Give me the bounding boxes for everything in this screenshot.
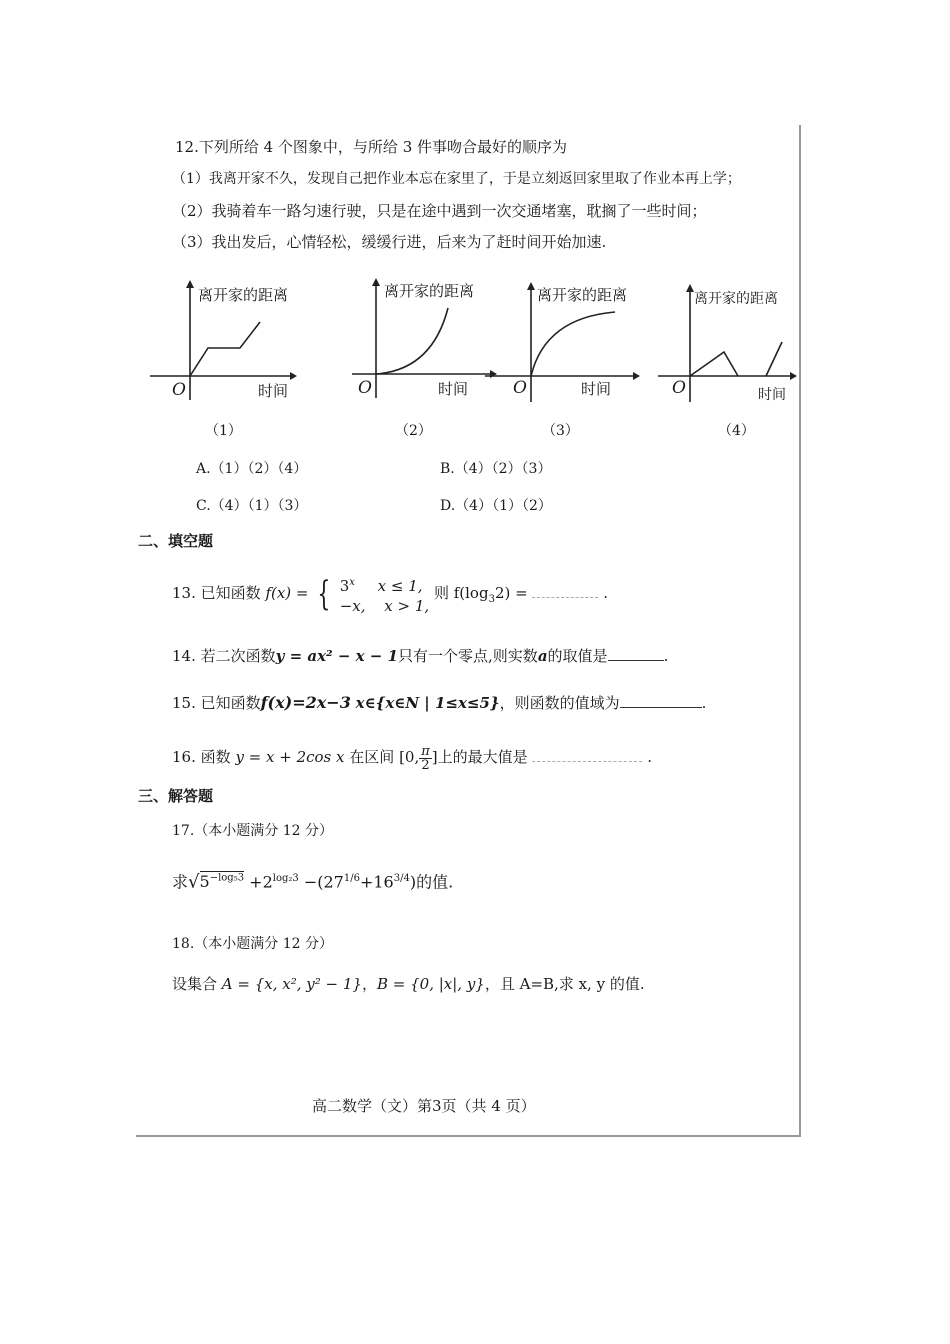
q12-stem: 12.下列所给 4 个图象中，与所给 3 件事吻合最好的顺序为 — [175, 138, 568, 156]
graph-4-caption: （4） — [718, 423, 755, 439]
graph-3-xlabel: 时间 — [581, 380, 612, 398]
q13-ask-sub: 3 — [488, 594, 495, 605]
q14-answer-blank[interactable] — [608, 660, 664, 661]
q16-tail: . — [647, 748, 652, 766]
q14-tail: . — [663, 647, 669, 665]
q15-domain: x∈{x∈N | 1≤x≤5} — [355, 694, 500, 712]
graph-1-x-arrow — [290, 372, 297, 380]
q17-plus2: +16 — [359, 872, 394, 892]
q17-suffix: 的值. — [416, 872, 454, 892]
graph-2-origin: O — [358, 378, 372, 398]
q12-event2: （2）我骑着车一路匀速行驶，只是在途中遇到一次交通堵塞，耽搁了一些时间； — [172, 202, 707, 220]
graph-2 — [352, 278, 497, 403]
q13-case1 — [340, 573, 429, 596]
q14-text3: 的取值是 — [547, 647, 608, 665]
q18-sep: ， — [361, 975, 377, 993]
q18-label: 18.（本小题满分 12 分） — [172, 936, 333, 952]
graph-1-ylabel: 离开家的距离 — [198, 286, 289, 304]
q13-case2-expr: −x, — [339, 596, 366, 615]
section-2-title: 二、填空题 — [138, 532, 214, 550]
q16-interval-close: ] — [431, 748, 438, 766]
q17-exp3: 1/6 — [343, 873, 360, 884]
graph-4-x-arrow — [790, 372, 797, 380]
option-d[interactable]: D.（4）（1）（2） — [440, 498, 552, 514]
graph-3-curve — [531, 312, 615, 376]
q18-set-a: A = {x, x², y² − 1} — [221, 975, 362, 993]
graph-1-origin: O — [172, 380, 186, 400]
graph-3-origin: O — [513, 378, 527, 398]
graph-1 — [150, 280, 295, 405]
q17-label: 17.（本小题满分 12 分） — [172, 823, 333, 839]
q17-expression — [172, 862, 453, 896]
page-border-right — [799, 125, 801, 1137]
q15-text2: ，则函数的值域为 — [499, 694, 620, 712]
q16-answer-blank[interactable] — [532, 761, 642, 762]
graph-2-caption: （2） — [395, 423, 432, 439]
q13-case1-exp: x — [349, 576, 355, 588]
option-a[interactable]: A.（1）（2）（4） — [196, 461, 308, 477]
q13-ask-end: 2) = — [494, 584, 528, 602]
q17-exp1: −log₅3 — [209, 873, 245, 884]
graph-3 — [485, 282, 640, 407]
q15-label: 15. — [172, 694, 196, 712]
q16-text2: 在区间 — [349, 748, 395, 766]
q13-prefix: 已知函数 — [200, 584, 261, 602]
graph-3-caption: （3） — [542, 423, 579, 439]
graph-4-origin: O — [672, 378, 686, 398]
q13-case1-expr: 3 — [339, 576, 350, 595]
q16-frac-num: π — [421, 743, 430, 759]
q18-cond: ，且 A=B,求 x, y 的值. — [484, 975, 645, 993]
q13-brace: { — [317, 574, 331, 614]
graph-4-curve-part1 — [690, 352, 738, 376]
graph-2-curve — [376, 308, 448, 374]
q13-case2 — [340, 596, 429, 616]
q13-ask: 则 f(log — [433, 584, 489, 602]
graph-3-y-arrow — [527, 282, 535, 290]
q13-cases — [340, 573, 429, 616]
graph-1-xlabel: 时间 — [258, 382, 289, 400]
q14-text2: 只有一个零点,则实数 — [398, 647, 538, 665]
q13-label: 13. — [172, 584, 196, 602]
section-3-title: 三、解答题 — [138, 787, 214, 805]
page-border-bottom — [136, 1135, 801, 1137]
q17-plus: + — [249, 872, 263, 892]
graph-4 — [658, 284, 798, 409]
q18-statement — [172, 975, 645, 993]
q16-frac-den: 2 — [421, 757, 430, 773]
q15-tail: . — [701, 694, 707, 712]
graph-3-ylabel: 离开家的距离 — [537, 286, 628, 304]
graph-3-x-arrow — [633, 372, 640, 380]
option-c[interactable]: C.（4）（1）（3） — [196, 498, 308, 514]
q17-radicand — [200, 871, 245, 891]
graph-4-ylabel: 离开家的距离 — [694, 291, 778, 307]
graph-4-xlabel: 时间 — [758, 387, 786, 403]
q16 — [172, 738, 652, 776]
q16-text1: 函数 — [200, 748, 231, 766]
q16-expr: y = x + 2cos x — [235, 748, 345, 766]
graph-1-curve — [190, 322, 260, 376]
q13-tail: . — [603, 584, 609, 602]
q18-prefix: 设集合 — [172, 975, 218, 993]
q14-var: a — [537, 647, 548, 665]
q17-exp4: 3/4 — [393, 873, 410, 884]
q13-fx: f(x) = — [265, 584, 309, 602]
q13-answer-blank[interactable] — [532, 597, 598, 598]
q17-base1: 5 — [199, 872, 210, 892]
q17-root: √ — [188, 871, 200, 893]
graph-2-xlabel: 时间 — [438, 380, 469, 398]
graph-4-curve-part2 — [766, 342, 782, 376]
graph-1-y-arrow — [186, 280, 194, 288]
q14-label: 14. — [172, 647, 196, 665]
page-footer: 高二数学（文）第3页（共 4 页） — [312, 1097, 536, 1115]
q17-minus: −(27 — [303, 872, 344, 892]
q12-event1: （1）我离开家不久，发现自己把作业本忘在家里了，于是立刻返回家里取了作业本再上学； — [172, 171, 741, 187]
q14-expr: y = ax² − x − 1 — [275, 647, 399, 665]
option-b[interactable]: B.（4）（2）（3） — [440, 461, 552, 477]
q15-text1: 已知函数 — [200, 694, 261, 712]
q16-label: 16. — [172, 748, 196, 766]
q18-set-b: B = {0, |x|, y} — [376, 975, 485, 993]
q12-event3: （3）我出发后，心情轻松，缓缓行进，后来为了赶时间开始加速. — [172, 233, 607, 251]
q16-text3: 上的最大值是 — [437, 748, 528, 766]
q13-case2-cond: x > 1, — [384, 596, 430, 615]
q15-answer-blank[interactable] — [620, 707, 702, 708]
q16-interval-open: [0, — [399, 748, 420, 766]
q15 — [172, 694, 706, 712]
q17-exp2: log₂3 — [272, 873, 299, 884]
q13 — [172, 570, 608, 616]
q16-fraction — [419, 745, 432, 772]
graph-2-ylabel: 离开家的距离 — [384, 282, 475, 300]
q14-text1: 若二次函数 — [200, 647, 276, 665]
q17-base2: 2 — [262, 872, 273, 892]
q17-prefix: 求 — [172, 872, 189, 892]
q17-close: ) — [409, 872, 417, 892]
q14 — [172, 647, 668, 665]
graph-2-y-arrow — [372, 278, 380, 286]
q15-expr: f(x)=2x−3 — [260, 693, 351, 712]
graph-1-caption: （1） — [205, 423, 242, 439]
graph-4-y-arrow — [686, 284, 694, 292]
q13-case1-cond: x ≤ 1, — [377, 576, 423, 595]
